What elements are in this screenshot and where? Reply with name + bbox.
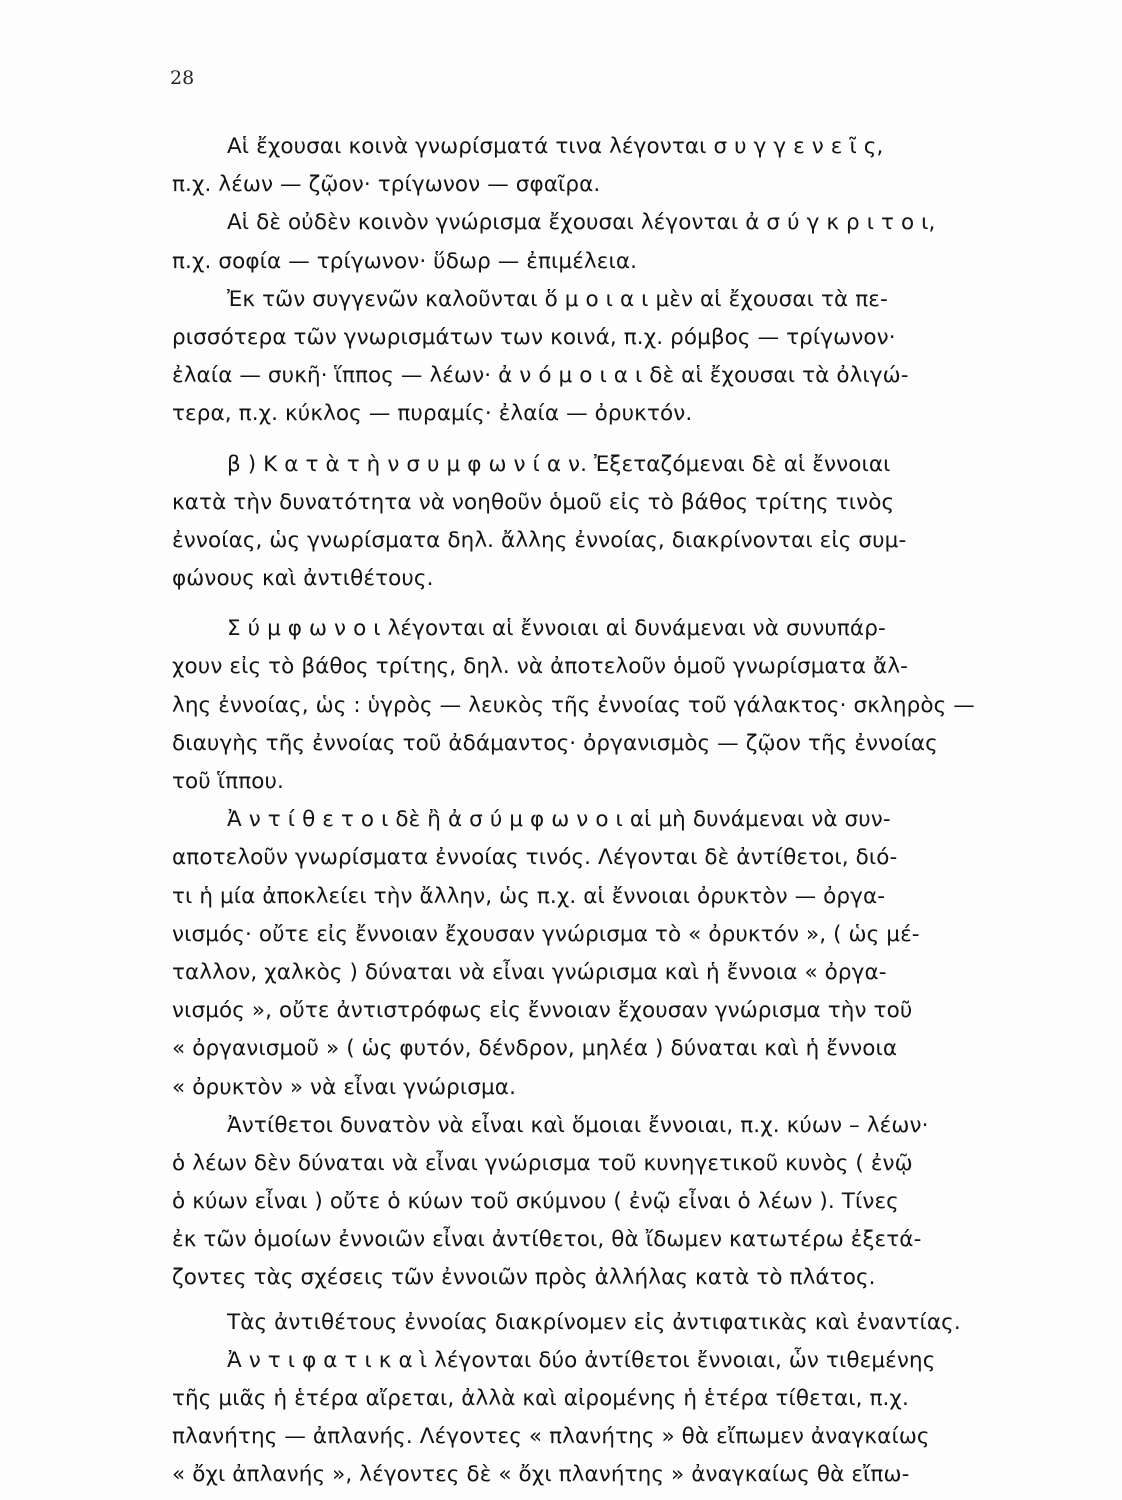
text-line: « ὀργανισμοῦ » ( ὡς φυτόν, δένδρον, μηλέα ) δύναται καὶ ἡ ἔννοια	[172, 1036, 898, 1062]
text-line: τερα, π.χ. κύκλος — πυραμίς· ἐλαία — ὀρυκτόν.	[172, 401, 693, 427]
text-line: Σ ύ μ φ ω ν ο ι λέγονται αἱ ἔννοιαι αἱ δυνάμεναι νὰ συνυπάρ-	[227, 616, 886, 642]
text-line: λης ἐννοίας, ὡς : ὑγρὸς — λευκὸς τῆς ἐννοίας τοῦ γάλακτος· σκληρὸς —	[172, 692, 975, 718]
text-line: « ὄχι ἀπλανής », λέγοντες δὲ « ὄχι πλανήτης » ἀναγκαίως θὰ εἴπω-	[172, 1462, 910, 1488]
text-line: κατὰ τὴν δυνατότητα νὰ νοηθοῦν ὁμοῦ εἰς τὸ βάθος τρίτης τινὸς	[172, 489, 895, 515]
text-line: Ἀ ν τ ί θ ε τ ο ι δὲ ἢ ἀ σ ύ μ φ ω ν ο ι αἱ μὴ δυνάμεναι νὰ συν-	[227, 807, 891, 833]
text-line: ἐλαία — συκῆ· ἵππος — λέων· ἀ ν ό μ ο ι α ι δὲ αἱ ἔχουσαι τὰ ὀλιγώ-	[172, 363, 909, 389]
text-line: Ἐκ τῶν συγγενῶν καλοῦνται ὅ μ ο ι α ι μὲν αἱ ἔχουσαι τὰ πε-	[227, 286, 888, 312]
text-line: ἐννοίας, ὡς γνωρίσματα δηλ. ἄλλης ἐννοίας, διακρίνονται εἰς συμ-	[172, 527, 907, 553]
text-line: Αἱ δὲ οὐδὲν κοινὸν γνώρισμα ἔχουσαι λέγονται ἀ σ ύ γ κ ρ ι τ ο ι,	[227, 210, 936, 236]
text-line: β ) Κ α τ ὰ τ ὴ ν σ υ μ φ ω ν ί α ν. Ἐξεταζόμεναι δὲ αἱ ἔννοιαι	[227, 451, 891, 477]
text-line: αποτελοῦν γνωρίσματα ἐννοίας τινός. Λέγονται δὲ ἀντίθετοι, διό-	[172, 845, 898, 871]
text-line: ζοντες τὰς σχέσεις τῶν ἐννοιῶν πρὸς ἀλλήλας κατὰ τὸ πλάτος.	[172, 1265, 876, 1291]
text-line: « ὀρυκτὸν » νὰ εἶναι γνώρισμα.	[172, 1074, 517, 1100]
text-line: ὁ κύων εἶναι ) οὔτε ὁ κύων τοῦ σκύμνου ( ἐνῷ εἶναι ὁ λέων ). Τίνες	[172, 1189, 899, 1215]
text-line: τι ἡ μία ἀποκλείει τὴν ἄλλην, ὡς π.χ. αἱ ἔννοιαι ὀρυκτὸν — ὀργα-	[172, 883, 886, 909]
text-line: Ἀ ν τ ι φ α τ ι κ α ὶ λέγονται δύο ἀντίθετοι ἔννοιαι, ὧν τιθεμένης	[227, 1347, 936, 1373]
text-line: Αἱ ἔχουσαι κοινὰ γνωρίσματά τινα λέγονται σ υ γ γ ε ν ε ῖ ς,	[227, 134, 884, 159]
text-line: ὁ λέων δὲν δύναται νὰ εἶναι γνώρισμα τοῦ κυνηγετικοῦ κυνὸς ( ἐνῷ	[172, 1150, 913, 1176]
text-line: Ἀντίθετοι δυνατὸν νὰ εἶναι καὶ ὅμοιαι ἔννοιαι, π.χ. κύων – λέων·	[227, 1112, 929, 1138]
text-line: χουν εἰς τὸ βάθος τρίτης, δηλ. νὰ ἀποτελοῦν ὁμοῦ γνωρίσματα ἄλ-	[172, 654, 909, 680]
text-line: π.χ. λέων — ζῷον· τρίγωνον — σφαῖρα.	[172, 172, 601, 198]
text-line: π.χ. σοφία — τρίγωνον· ὕδωρ — ἐπιμέλεια.	[172, 248, 638, 274]
text-line: νισμός », οὔτε ἀντιστρόφως εἰς ἔννοιαν ἔχουσαν γνώρισμα τὴν τοῦ	[172, 998, 913, 1024]
text-line: ἐκ τῶν ὁμοίων ἐννοιῶν εἶναι ἀντίθετοι, θὰ ἴδωμεν κατωτέρω ἐξετά-	[172, 1227, 922, 1253]
page-number: 28	[170, 67, 195, 89]
text-line: τοῦ ἵππου.	[172, 769, 284, 794]
text-line: τῆς μιᾶς ἡ ἑτέρα αἴρεται, ἀλλὰ καὶ αἰρομένης ἡ ἑτέρα τίθεται, π.χ.	[172, 1386, 909, 1411]
text-line: ταλλον, χαλκὸς ) δύναται νὰ εἶναι γνώρισμα καὶ ἡ ἔννοια « ὀργα-	[172, 959, 887, 985]
text-line: φώνους καὶ ἀντιθέτους.	[172, 566, 434, 592]
text-line: ρισσότερα τῶν γνωρισμάτων των κοινά, π.χ. ρόμβος — τρίγωνον·	[172, 324, 896, 350]
text-line: νισμός· οὔτε εἰς ἔννοιαν ἔχουσαν γνώρισμα τὸ « ὀρυκτόν », ( ὡς μέ-	[172, 921, 920, 947]
body-text	[172, 128, 1052, 1495]
text-line: διαυγὴς τῆς ἐννοίας τοῦ ἀδάμαντος· ὀργανισμὸς — ζῷον τῆς ἐννοίας	[172, 730, 938, 756]
text-line: Τὰς ἀντιθέτους ἐννοίας διακρίνομεν εἰς ἀντιφατικὰς καὶ ἐναντίας.	[227, 1309, 961, 1335]
text-line: πλανήτης — ἀπλανής. Λέγοντες « πλανήτης » θὰ εἴπωμεν ἀναγκαίως	[172, 1424, 930, 1450]
